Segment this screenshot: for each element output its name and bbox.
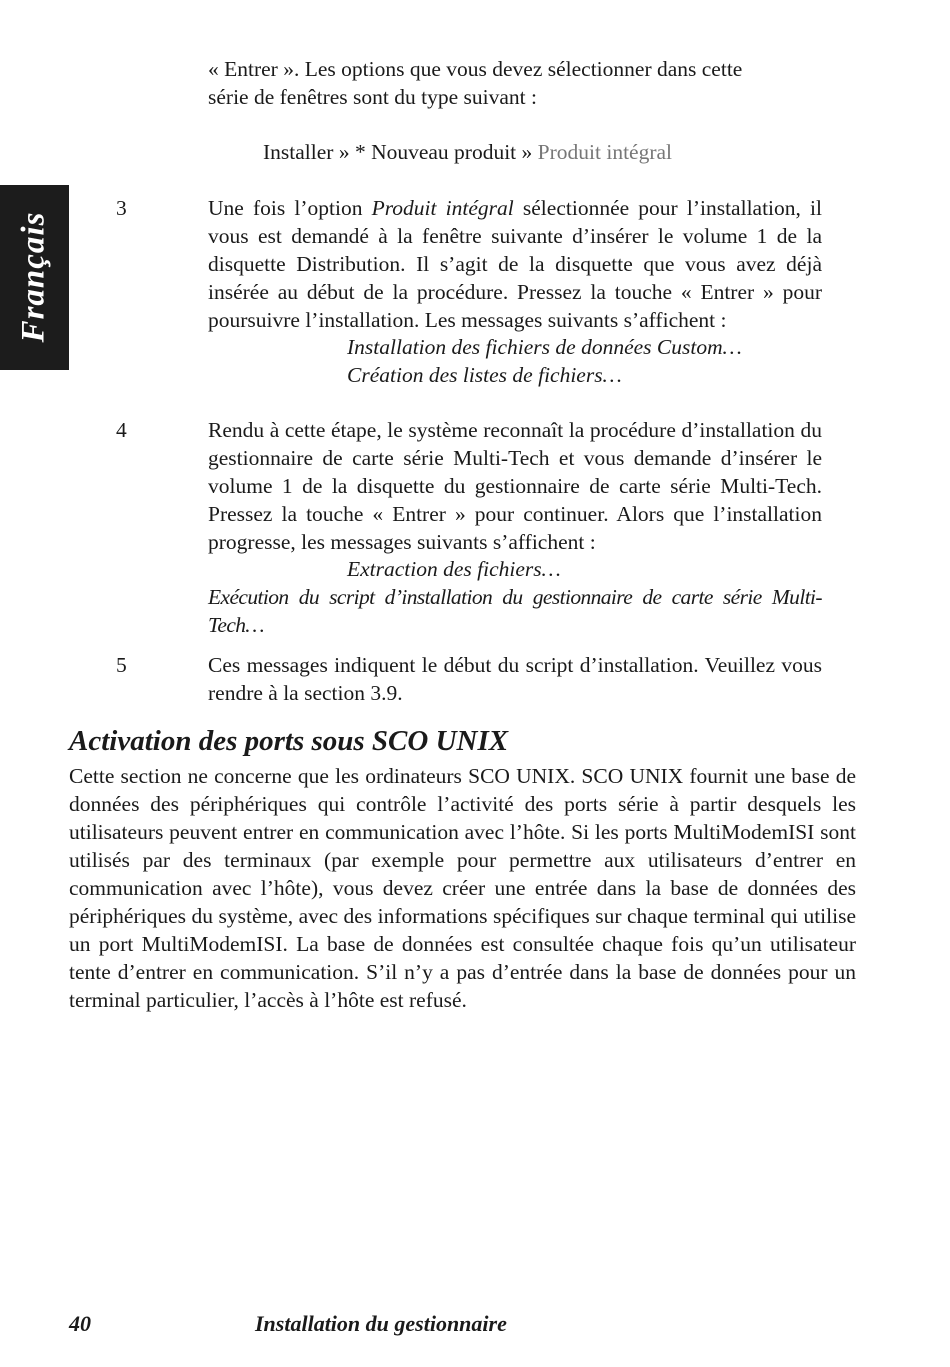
step-5-text: Ces messages indiquent le début du script d’installation. Veuillez vous rendre à la section 3.9. — [208, 653, 822, 705]
section-body: Cette section ne concerne que les ordinateurs SCO UNIX. SCO UNIX fournit une base de données des périphériques qui contrôle l’activité des ports série à partir desquels les utilisateurs peuvent entrer en communication avec l’hôte. Si les ports MultiModemISI sont utilisés par des terminaux (par exemple pour permettre aux utilisateurs d’entrer en communication avec l’hôte), vous devez créer une entrée dans la base de données des périphériques du système, avec des informations spécifiques sur chaque terminal qui utilise un port MultiModemISI. La base de données est consultée chaque fois qu’un utilisateur tente d’entrer en communication. S’il n’y a pas d’entrée dans la base de données pour un terminal particulier, l’accès à l’hôte est refusé. — [69, 764, 856, 1012]
section-heading: Activation des ports sous SCO UNIX — [69, 725, 509, 757]
step-3-message-2: Création des listes de fichiers… — [347, 363, 622, 387]
step-4-text: Rendu à cette étape, le système reconnaît la procédure d’installation du gestionnaire de carte série Multi-Tech et vous demande d’insérer le volume 1 de la disquette du gestionnaire de carte série Multi-Tech. Pressez la touche « Entrer » pour continuer. Alors que l’installation progresse, les messages suivants s’affichent : — [208, 418, 822, 554]
step-3-text — [208, 194, 822, 334]
step-3-number: 3 — [116, 196, 127, 220]
menu-path-prefix: Installer » * Nouveau produit » — [263, 140, 538, 164]
step-4-message-2: Exécution du script d’installation du gestionnaire de carte série Multi-Tech… — [208, 585, 822, 637]
language-tab-label: Français — [15, 211, 52, 343]
step-4-message-1: Extraction des fichiers… — [347, 557, 561, 581]
step-3-text-rest: sélectionnée pour l’installation, il vous est demandé à la fenêtre suivante d’insérer le volume 1 de la disquette Distribution. Il s’agit de la disquette que vous avez déjà insérée au début de la procédure. Pressez la touche « Entrer » pour poursuivre l’installation. Les messages suivants s’affichent : — [208, 196, 823, 332]
step-3-message-1: Installation des fichiers de données Custom… — [347, 335, 742, 359]
intro-line-2: série de fenêtres sont du type suivant : — [208, 85, 537, 109]
step-3-text-start: Une fois l’option — [208, 196, 372, 220]
language-tab — [0, 185, 69, 370]
step-4-number: 4 — [116, 418, 127, 442]
step-3-option: Produit intégral — [371, 196, 514, 220]
page-number: 40 — [69, 1311, 91, 1336]
footer-title: Installation du gestionnaire — [255, 1311, 507, 1336]
intro-line-1: « Entrer ». Les options que vous devez sélectionner dans cette — [208, 57, 743, 81]
menu-path-highlight: Produit intégral — [537, 140, 673, 164]
step-5-number: 5 — [116, 653, 127, 677]
menu-path — [263, 138, 672, 166]
